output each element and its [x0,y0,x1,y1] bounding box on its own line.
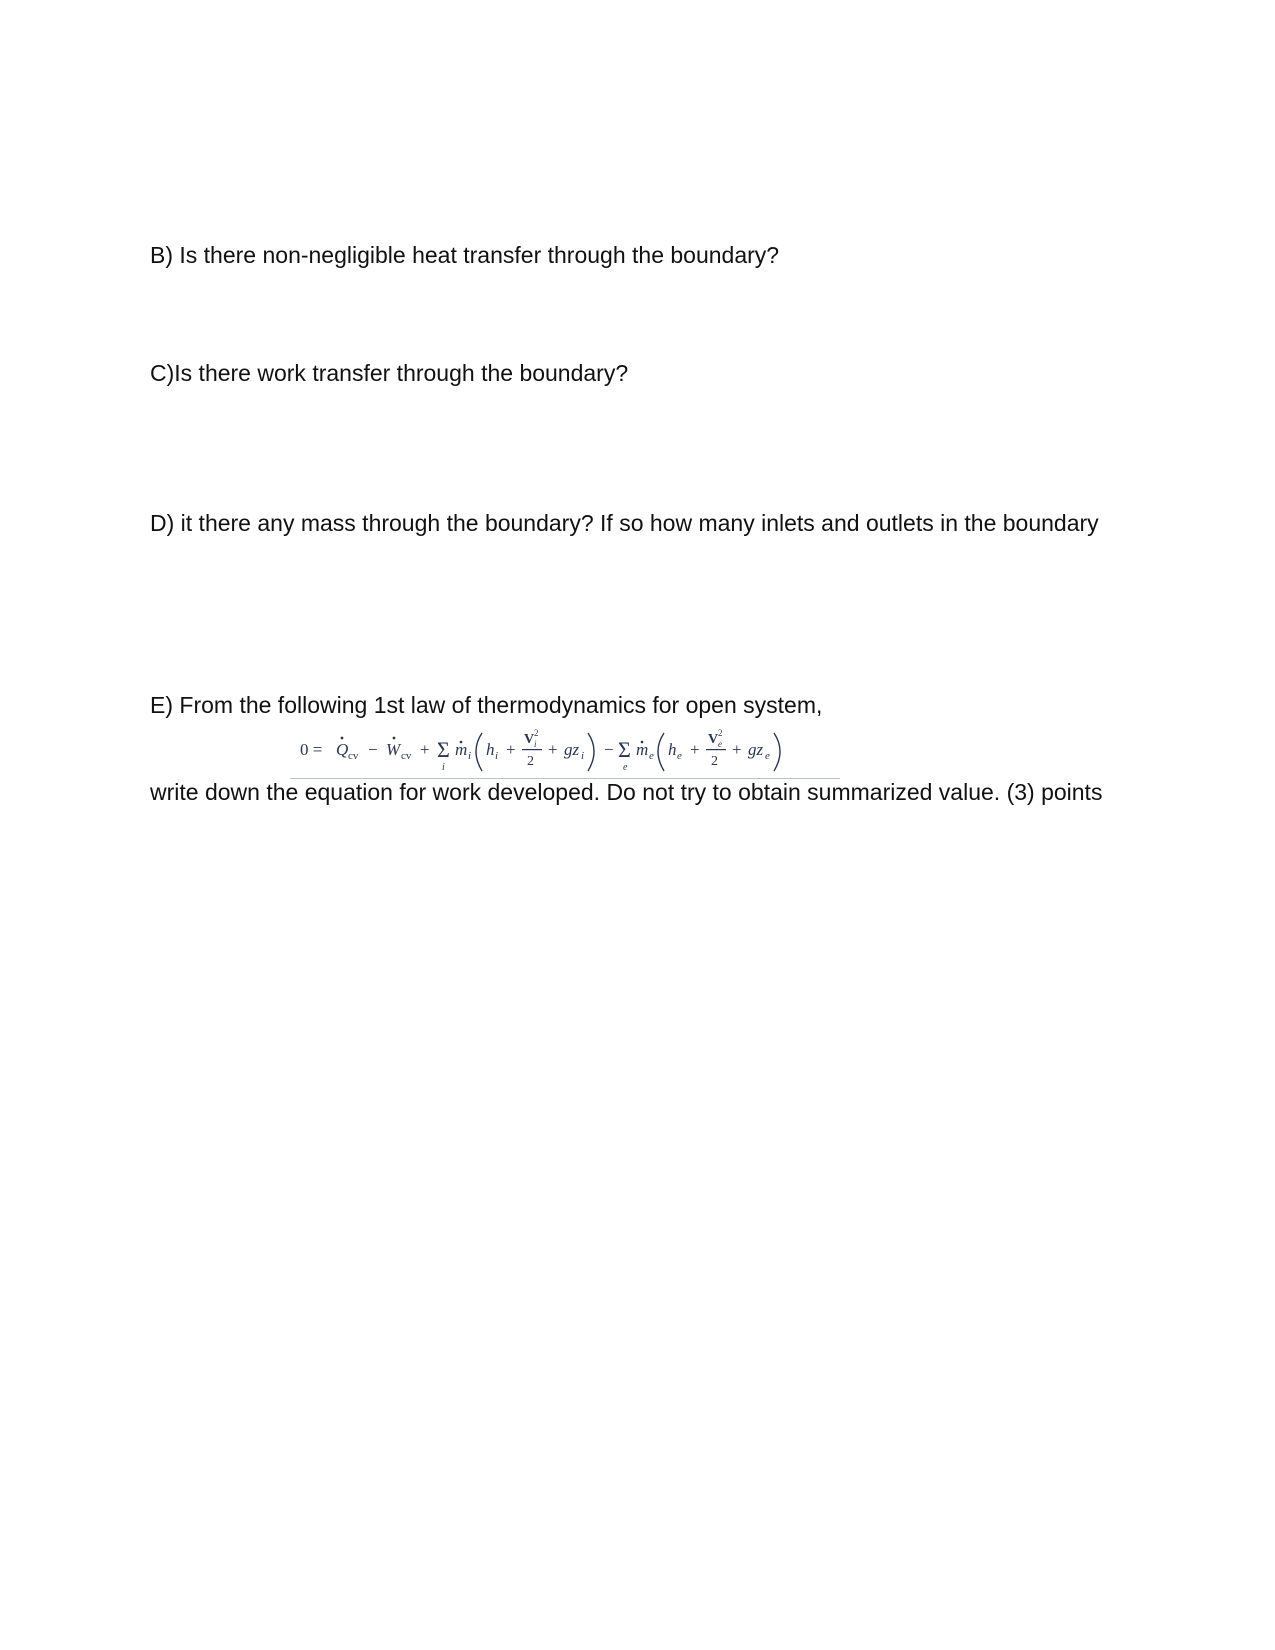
question-d: D) it there any mass through the boundary? If so how many inlets and outlets in the boundary [150,510,1099,536]
first-law-equation [300,725,840,777]
eq-gz-e-sub: e [765,750,770,762]
frac-bar-i [522,749,542,750]
eq-v-e-sub: e [718,739,722,749]
eq-plus-2: + [506,740,516,759]
paren-close-i [588,733,594,771]
eq-plus-5: + [732,740,742,759]
question-e-intro: E) From the following 1st law of thermodynamics for open system, [150,692,823,718]
question-c: C)Is there work transfer through the boundary? [150,360,629,386]
eq-sum-i: Σ [437,737,450,762]
eq-v-e: V [708,732,719,747]
eq-plus-1: + [420,740,430,759]
eq-v-e-sq: 2 [718,728,723,738]
eq-gz-i: gz [564,740,580,759]
eq-sum-e: Σ [618,737,631,762]
eq-lhs: 0 = [300,740,323,759]
eq-w: W [386,740,401,759]
eq-h-e-sub: e [677,750,682,762]
eq-sum-e-sub: e [623,762,628,773]
question-b: B) Is there non-negligible heat transfer through the boundary? [150,242,780,268]
eq-m-e: m [636,740,649,759]
eq-w-sub: cv [401,750,412,762]
eq-minus-1: − [368,740,378,759]
frac-bar-e [706,749,726,750]
eq-m-i: m [455,740,468,759]
eq-h-i: h [486,740,495,759]
question-e-instruction: write down the equation for work developed. Do not try to obtain summarized value. (3) points [150,779,1103,805]
eq-h-i-sub: i [495,750,499,762]
eq-q-sub: cv [348,750,359,762]
eq-q: Q [336,740,349,759]
eq-v-i: V [524,732,535,747]
eq-v-i-sq: 2 [534,728,539,738]
paren-open-e [658,733,664,771]
eq-plus-4: + [690,740,700,759]
w-dot [393,737,396,740]
eq-m-e-sub: e [649,750,654,762]
paren-open-i [476,733,482,771]
eq-minus-2: − [604,740,614,759]
paren-close-e [774,733,780,771]
eq-gz-i-sub: i [581,750,585,762]
eq-gz-e: gz [748,740,764,759]
q-dot [341,737,344,740]
eq-v-i-sub: i [534,739,537,749]
eq-denom-e: 2 [711,754,718,769]
eq-m-i-sub: i [468,750,472,762]
eq-plus-3: + [548,740,558,759]
eq-denom-i: 2 [527,754,534,769]
eq-h-e: h [668,740,677,759]
eq-sum-i-sub: i [442,762,445,773]
